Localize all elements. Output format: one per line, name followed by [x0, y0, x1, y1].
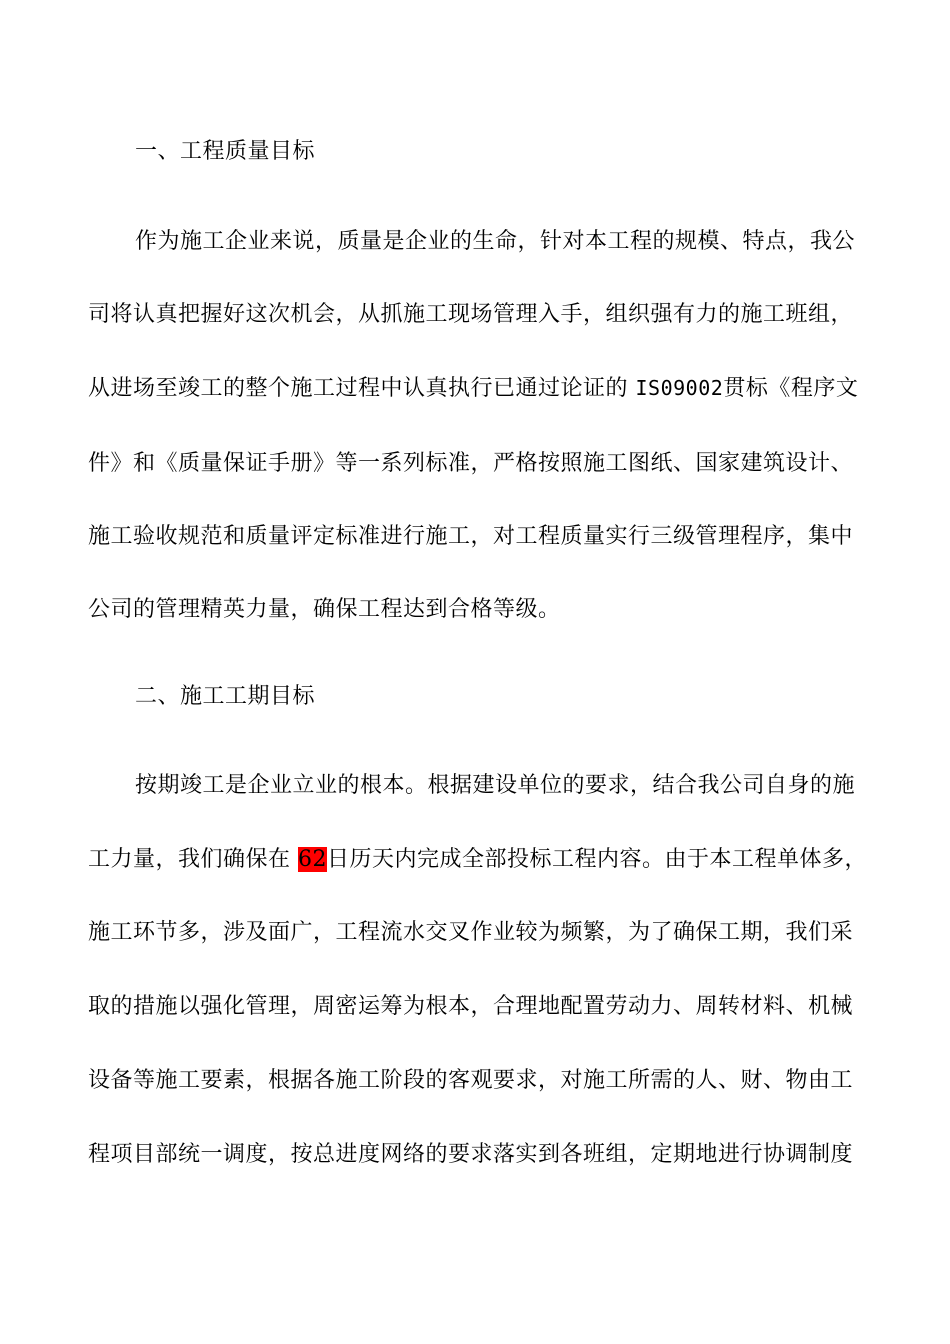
section1-line-3 — [88, 373, 888, 404]
iso-code: IS09002 — [635, 376, 724, 400]
section2-line-4: 取的措施以强化管理，周密运筹为根本，合理地配置劳动力、周转材料、机械 — [88, 994, 854, 1019]
section1-line-3-head: 从进场至竣工的整个施工过程中认真执行已通过论证的 — [88, 376, 629, 401]
section2-line-2 — [88, 845, 888, 875]
section2-line-3: 施工环节多，涉及面广，工程流水交叉作业较为频繁，为了确保工期，我们采 — [88, 920, 854, 945]
section1-heading: 一、工程质量目标 — [135, 139, 316, 164]
days-highlight: 62 — [298, 847, 328, 872]
section1-line-6: 公司的管理精英力量，确保工程达到合格等级。 — [88, 597, 561, 622]
section1-line-4: 件》和《质量保证手册》等一系列标准，严格按照施工图纸、国家建筑设计、 — [88, 451, 854, 476]
section1-line-1: 作为施工企业来说，质量是企业的生命，针对本工程的规模、特点，我公 — [135, 229, 856, 254]
section2-line-1: 按期竣工是企业立业的根本。根据建设单位的要求，结合我公司自身的施 — [135, 773, 856, 798]
section1-line-3-tail: 贯标《程序文 — [723, 376, 859, 401]
section1-line-2: 司将认真把握好这次机会，从抓施工现场管理入手，组织强有力的施工班组， — [88, 302, 854, 327]
section1-line-5: 施工验收规范和质量评定标准进行施工，对工程质量实行三级管理程序，集中 — [88, 524, 854, 549]
section2-line-2-head: 工力量，我们确保在 — [88, 847, 291, 872]
section2-line-2-tail: 日历天内完成全部投标工程内容。由于本工程单体多， — [327, 847, 868, 872]
section2-heading: 二、施工工期目标 — [135, 684, 316, 709]
section2-line-6: 程项目部统一调度，按总进度网络的要求落实到各班组，定期地进行协调制度 — [88, 1142, 854, 1167]
section2-line-5: 设备等施工要素，根据各施工阶段的客观要求，对施工所需的人、财、物由工 — [88, 1068, 854, 1093]
